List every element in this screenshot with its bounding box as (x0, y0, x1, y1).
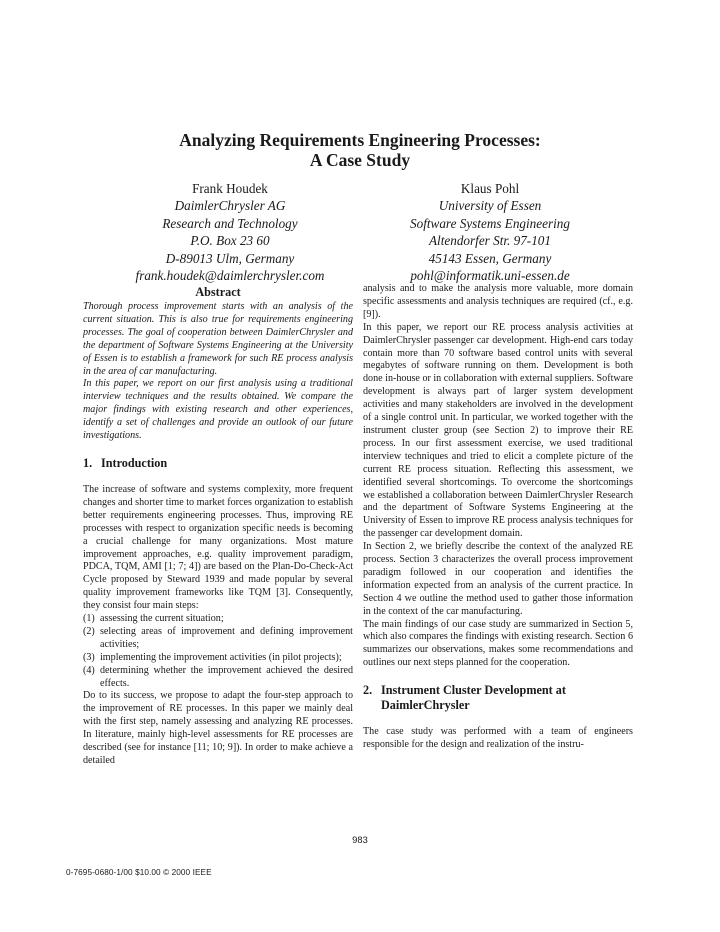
list-item-text: assessing the current situation; (100, 613, 224, 625)
abstract-heading: Abstract (195, 285, 241, 299)
list-marker: (3) (83, 651, 95, 663)
list-item-text: implementing the improvement activities (in pilot projects); (100, 651, 342, 663)
section-number: 2. (363, 683, 373, 698)
list-item-text: determining whether the improvement achieved the desired effects. (100, 664, 353, 689)
section-number: 1. (83, 455, 93, 470)
body-paragraph: The case study was performed with a team of engineers responsible for the design and realization of the instru- (363, 726, 633, 751)
title-line-1: Analyzing Requirements Engineering Processes: (179, 130, 541, 150)
author-email: frank.houdek@daimlerchrysler.com (135, 268, 325, 284)
section-heading-instrument-cluster (363, 683, 633, 713)
abstract-paragraph: In this paper, we report on our first analysis using a traditional interview techniques and the results obtained. We compare the major findings with existing research and other experiences, identify a set of challenges and provide an outlook of our future investigations. (83, 378, 353, 442)
list-marker: (4) (83, 664, 95, 676)
body-paragraph: The main findings of our case study are summarized in Section 5, which also compares the findings with existing research. Section 6 summarizes our observations, makes some recommendations and outlines our next steps planned for the cooperation. (363, 618, 633, 669)
author-department: Software Systems Engineering (410, 215, 570, 231)
left-column (83, 285, 353, 768)
title-line-2: A Case Study (309, 150, 411, 170)
footer-copyright: 0-7695-0680-1/00 $10.00 © 2000 IEEE (66, 868, 212, 877)
author-department: Research and Technology (162, 215, 298, 231)
section-title: Instrument Cluster Development at (381, 683, 566, 698)
abstract-paragraph: Thorough process improvement starts with an analysis of the current situation. This is also true for requirements engineering processes. The goal of cooperation between DaimlerChrysler and the department of Software Systems Engineering at the University of Essen is to establish a framework for such RE process analysis in the area of car manufacturing. (83, 301, 353, 377)
author-block-pohl (360, 180, 620, 284)
body-paragraph: Do to its success, we propose to adapt the four-step approach to the improvement of RE processes. In this paper we mainly deal with the first step, namely assessing and analyzing RE processes. In literature, mainly high-level assessments for RE processes are described (see for instance [11; 10; 9]). In order to make achieve a detailed (83, 690, 353, 766)
author-block-houdek (100, 180, 360, 284)
steps-list (83, 613, 353, 690)
body-paragraph: In this paper, we report our RE process analysis activities at DaimlerChrysler passenger car development. High-end cars today contain more than 70 software based control units with several megabytes of software running on them. Development is both done in-house or in collaboration with external suppliers. Software development is always part of larger system development activities and many stakeholders are involved in the development of a single control unit. In particular, we worked together with the instrument cluster group (see Section 2) to improve their RE process. In our first assessment exercise, we used traditional interview techniques and tried to elicit a complete picture of the current RE process situation. Reflecting this assessment, we identified several shortcomings. To overcome the shortcomings we established a collaboration between DaimlerChrysler Research and the department of Software Systems Engineering at the University of Essen to improve RE process analysis techniques for the passenger car development domain. (363, 321, 633, 540)
section-heading-introduction (83, 456, 353, 471)
page-number: 983 (352, 834, 368, 845)
list-marker: (1) (83, 613, 95, 625)
body-paragraph: In Section 2, we briefly describe the context of the analyzed RE process. Section 3 characterizes the overall process improvement paradigm followed in our cooperation and identifies the information expected from an analysis of the current practice. In Section 4 we outline the method used to gather those information in the context of the car manufacturing. (363, 541, 633, 617)
list-item-text: selecting areas of improvement and defining improvement activities; (100, 625, 353, 650)
author-name: Klaus Pohl (460, 181, 520, 196)
author-email: pohl@informatik.uni-essen.de (410, 268, 570, 284)
author-city: D-89013 Ulm, Germany (165, 250, 295, 266)
right-column (363, 283, 633, 752)
author-affiliation: University of Essen (438, 198, 542, 214)
author-affiliation: DaimlerChrysler AG (174, 198, 286, 214)
author-address-line: P.O. Box 23 60 (190, 233, 270, 249)
author-city: 45143 Essen, Germany (428, 250, 552, 266)
abstract-body (83, 301, 353, 443)
body-paragraph: The increase of software and systems complexity, more frequent changes and shorter time to market forces organization to establish better requirements engineering processes. Thus, improving RE processes with respect to organization specific needs is becoming a crucial challenge for many organizations. Most mature improvement approaches, e.g. quality improvement paradigm, PDCA, TQM, AMI [1; 7; 4]) are based on the Plan-Do-Check-Act Cycle proposed by Steward 1939 and made popular by several quality improvement frameworks like TQM [3]. Consequently, they consist four main steps: (83, 483, 353, 612)
author-name: Frank Houdek (192, 181, 268, 196)
paper-title (0, 130, 720, 170)
list-item (83, 613, 353, 626)
section-title-continuation: DaimlerChrysler (381, 698, 470, 713)
author-address-line: Altendorfer Str. 97-101 (429, 233, 551, 249)
body-paragraph: analysis and to make the analysis more valuable, more domain specific assessments and analysis techniques are required (cf., e.g. [9]). (363, 283, 633, 320)
list-item (83, 652, 353, 665)
section-title: Introduction (101, 455, 168, 470)
list-item (83, 626, 353, 652)
list-marker: (2) (83, 625, 95, 637)
list-item (83, 665, 353, 691)
